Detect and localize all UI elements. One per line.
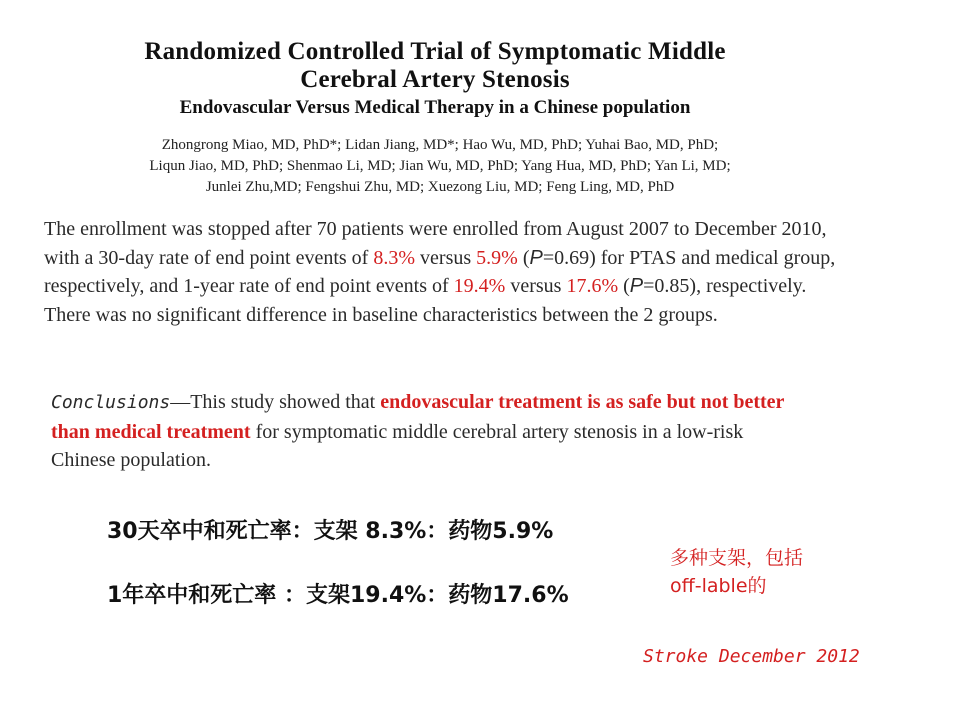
p-symbol: P [629, 275, 644, 297]
summary-30day: 30天卒中和死亡率：支架 8.3%：药物5.9% [107, 519, 554, 544]
summary-1year: 1年卒中和死亡率 ：支架19.4%：药物17.6% [107, 583, 569, 608]
results-text: ( [618, 275, 630, 297]
results-paragraph [44, 215, 844, 329]
rate-30day-ptas: 8.3% [373, 246, 416, 269]
paper-subtitle: Endovascular Versus Medical Therapy in a Chinese population [179, 97, 691, 118]
author-line: Zhongrong Miao, MD, PhD*; Lidan Jiang, MD*; Hao Wu, MD, PhD; Yuhai Bao, MD, PhD; [161, 137, 719, 153]
results-text: versus [505, 275, 567, 297]
journal-citation: Stroke December 2012 [643, 646, 860, 667]
rate-1year-ptas: 19.4% [453, 275, 506, 297]
stent-note: 多种支架，包括off-lable的 [670, 547, 804, 597]
results-text: The enrollment was stopped after 70 patients were enrolled from August 2007 to December 2010, with a 30-day rate of end point events of [44, 218, 827, 269]
title-line-2: Cerebral Artery Stenosis [300, 66, 570, 93]
results-text: ( [517, 246, 530, 269]
paper-title-block [0, 38, 870, 120]
title-line-1: Randomized Controlled Trial of Symptomatic Middle [144, 38, 726, 65]
author-line: Liqun Jiao, MD, PhD; Shenmao Li, MD; Jian Wu, MD, PhD; Yang Hua, MD, PhD; Yan Li, MD; [149, 158, 731, 174]
p-symbol: P [529, 246, 543, 269]
results-text: =0.85), respectively. There was no significant difference in baseline characteristics between the 2 groups. [44, 275, 807, 326]
author-list [30, 135, 850, 198]
conclusions-label: Conclusions [51, 392, 171, 413]
conclusions-text: for symptomatic middle cerebral artery stenosis in a low-risk Chinese population. [51, 420, 744, 471]
conclusions-highlight: endovascular treatment is as safe but not better than medical treatment [51, 391, 785, 443]
conclusions-paragraph [51, 388, 811, 475]
results-text: =0.69) for PTAS and medical group, respectively, and 1-year rate of end point events of [44, 246, 836, 297]
rate-30day-medical: 5.9% [476, 246, 518, 269]
conclusions-text: —This study showed that [170, 391, 381, 413]
rate-1year-medical: 17.6% [566, 275, 619, 297]
results-text: versus [415, 246, 477, 269]
author-line: Junlei Zhu,MD; Fengshui Zhu, MD; Xuezong Liu, MD; Feng Ling, MD, PhD [205, 179, 675, 195]
